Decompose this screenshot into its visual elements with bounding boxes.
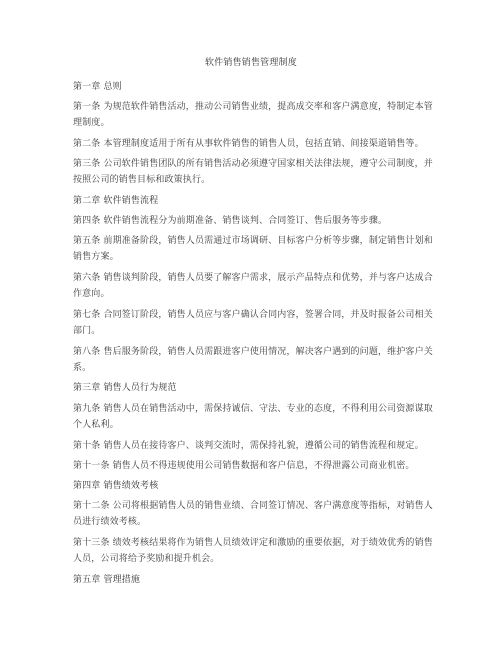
article-11: 第十一条 销售人员不得违规使用公司销售数据和客户信息，不得泄露公司商业机密。 bbox=[73, 461, 415, 471]
article-10: 第十条 销售人员在接待客户、谈判交流时，需保持礼貌，遵循公司的销售流程和规定。 bbox=[73, 441, 424, 451]
document-title: 软件销售销售管理制度 bbox=[204, 58, 297, 68]
article-1: 第一条 为规范软件销售活动，推动公司销售业绩，提高成交率和客户满意度，特制定本管理制度。 bbox=[73, 102, 433, 128]
chapter-4-heading: 第四章 销售绩效考核 bbox=[73, 481, 159, 491]
article-5: 第五条 前期准备阶段，销售人员需通过市场调研、目标客户分析等步骤，制定销售计划和销售方案。 bbox=[73, 236, 433, 262]
article-8: 第八条 售后服务阶段，销售人员需跟进客户使用情况，解决客户遇到的问题，维护客户关系。 bbox=[73, 347, 433, 373]
chapter-1-heading: 第一章 总则 bbox=[73, 82, 122, 92]
article-2: 第二条 本管理制度适用于所有从事软件销售的销售人员，包括直销、间接渠道销售等。 bbox=[73, 139, 424, 149]
article-7: 第七条 合同签订阶段，销售人员应与客户确认合同内容，签署合同，并及时报备公司相关部门。 bbox=[73, 310, 433, 336]
article-4: 第四条 软件销售流程分为前期准备、销售谈判、合同签订、售后服务等步骤。 bbox=[73, 216, 388, 226]
article-9: 第九条 销售人员在销售活动中，需保持诚信、守法、专业的态度，不得利用公司资源谋取个人私利。 bbox=[73, 404, 433, 430]
article-12: 第十二条 公司将根据销售人员的销售业绩、合同签订情况、客户满意度等指标，对销售人员进行绩效考核。 bbox=[73, 501, 433, 527]
article-6: 第六条 销售谈判阶段，销售人员要了解客户需求，展示产品特点和优势，并与客户达成合作意向。 bbox=[73, 273, 433, 299]
chapter-2-heading: 第二章 软件销售流程 bbox=[73, 196, 159, 206]
article-13: 第十三条 绩效考核结果将作为销售人员绩效评定和激励的重要依据，对于绩效优秀的销售人员，公司将给予奖励和提升机会。 bbox=[73, 538, 433, 564]
article-3: 第三条 公司软件销售团队的所有销售活动必须遵守国家相关法律法规，遵守公司制度，并按照公司的销售目标和政策执行。 bbox=[73, 159, 433, 185]
chapter-5-heading: 第五章 管理措施 bbox=[73, 575, 141, 585]
chapter-3-heading: 第三章 销售人员行为规范 bbox=[73, 383, 177, 393]
